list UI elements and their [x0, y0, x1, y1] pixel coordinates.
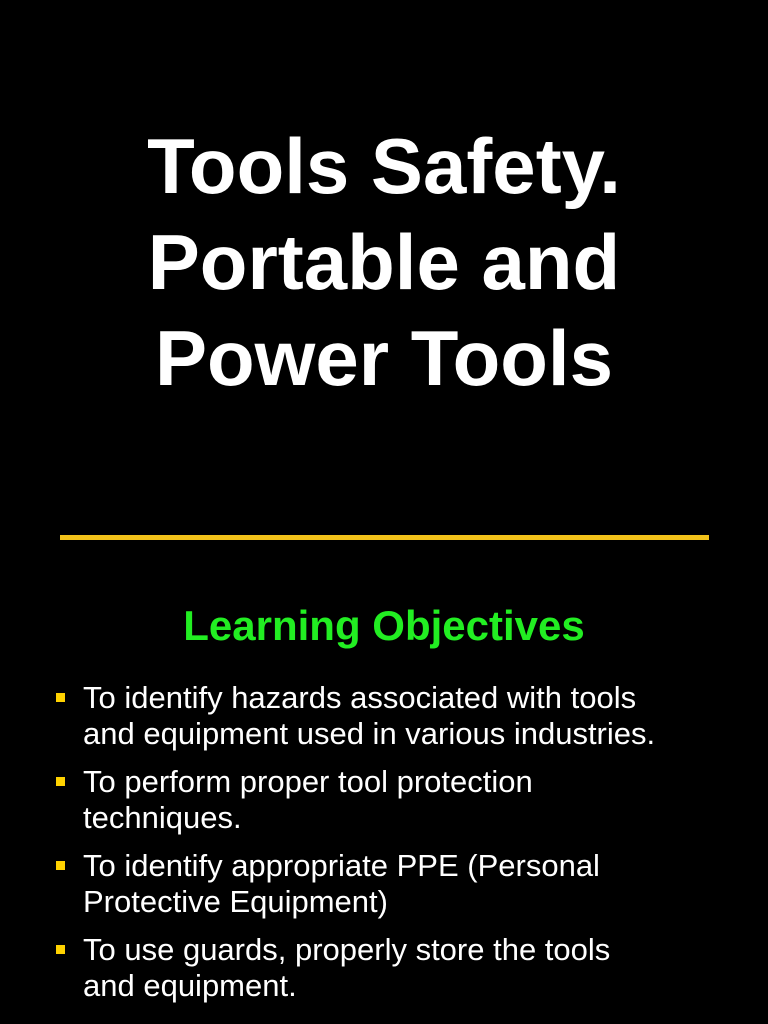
- slide-title: [0, 118, 768, 406]
- objectives-list: [56, 680, 746, 1016]
- objective-line-1: To identify appropriate PPE (Personal: [83, 848, 600, 883]
- objective-line-1: To identify hazards associated with tools: [83, 680, 637, 715]
- objective-item: [56, 848, 746, 920]
- objective-line-2: and equipment.: [83, 968, 297, 1003]
- title-line-1: Tools Safety.: [147, 122, 621, 210]
- objective-line-1: To perform proper tool protection: [83, 764, 533, 799]
- square-bullet-icon: [56, 777, 65, 786]
- objective-line-2: Protective Equipment): [83, 884, 388, 919]
- objective-line-2: and equipment used in various industries.: [83, 716, 656, 751]
- title-line-3: Power Tools: [155, 314, 613, 402]
- square-bullet-icon: [56, 945, 65, 954]
- square-bullet-icon: [56, 693, 65, 702]
- divider-line: [60, 535, 709, 540]
- title-line-2: Portable and: [147, 218, 621, 306]
- objective-item: [56, 680, 746, 752]
- objective-item: [56, 764, 746, 836]
- square-bullet-icon: [56, 861, 65, 870]
- objective-line-2: techniques.: [83, 800, 242, 835]
- objective-line-1: To use guards, properly store the tools: [83, 932, 611, 967]
- learning-objectives-heading: Learning Objectives: [183, 602, 585, 649]
- objective-item: [56, 932, 746, 1004]
